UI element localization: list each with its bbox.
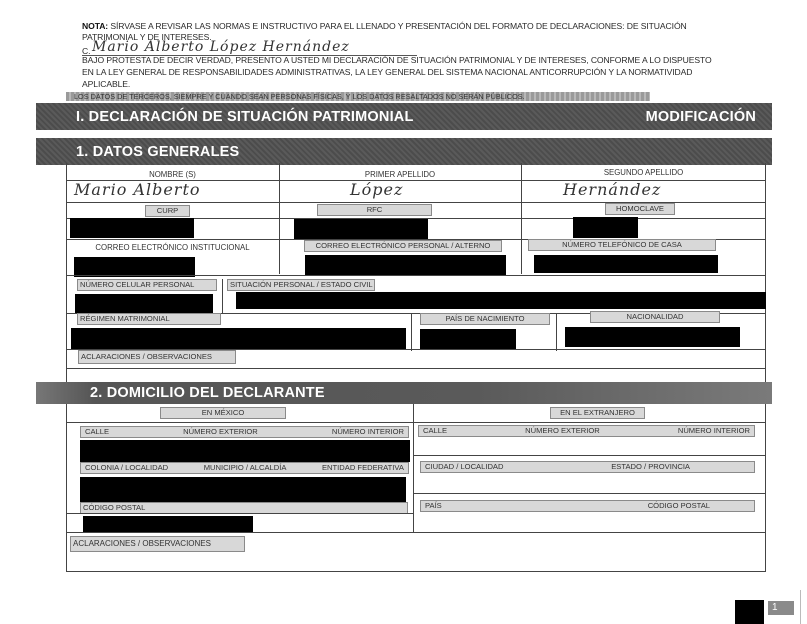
note-text: SÍRVASE A REVISAR LAS NORMAS E INSTRUCTIVO PARA EL LLENADO Y PRESENTACIÓN DEL FORMATO DE DECLARACIONES: DE SITUACIÓN <box>110 21 687 31</box>
mx-codigo-postal-redacted <box>83 516 253 533</box>
divider <box>411 313 412 351</box>
nombre-value: Mario Alberto <box>74 180 201 199</box>
aclaraciones-2-label: ACLARACIONES / OBSERVACIONES <box>70 536 245 552</box>
section2-title: 2. DOMICILIO DEL DECLARANTE <box>90 385 325 401</box>
correo-institucional-redacted <box>74 257 195 277</box>
divider <box>279 239 280 274</box>
ext-estado-label: ESTADO / PROVINCIA <box>611 462 690 471</box>
telefono-casa-redacted <box>534 255 718 273</box>
segundo-apellido-value: Hernández <box>563 180 662 199</box>
mx-num-ext-label: NÚMERO EXTERIOR <box>183 427 258 436</box>
ext-num-int-label: NÚMERO INTERIOR <box>677 426 750 435</box>
pais-nacimiento-redacted <box>420 329 516 349</box>
declarant-handwritten-name: Mario Alberto López Hernández <box>92 39 350 55</box>
declaration-type: MODIFICACIÓN <box>645 108 756 125</box>
mx-entidad-label: ENTIDAD FEDERATIVA <box>321 463 404 472</box>
divider <box>521 239 522 274</box>
section1-title-bar <box>36 138 772 165</box>
page-edge <box>800 590 801 624</box>
nacionalidad-redacted <box>565 327 740 347</box>
ext-pais-label: PAÍS <box>425 501 442 510</box>
divider <box>66 532 766 533</box>
ext-ciudad-label: CIUDAD / LOCALIDAD <box>425 462 504 471</box>
divider <box>413 404 414 532</box>
correo-personal-label: CORREO ELECTRÓNICO PERSONAL / ALTERNO <box>304 240 502 252</box>
estado-civil-label: SITUACIÓN PERSONAL / ESTADO CIVIL <box>227 279 375 291</box>
en-extranjero-heading: EN EL EXTRANJERO <box>550 407 645 419</box>
divider <box>66 513 413 514</box>
mx-row2-labels <box>80 462 409 474</box>
divider <box>413 455 766 456</box>
celular-label: NÚMERO CELULAR PERSONAL <box>77 279 217 291</box>
divider <box>66 275 766 276</box>
ext-row1-labels <box>418 425 755 437</box>
estado-civil-redacted <box>236 292 766 309</box>
divider <box>556 313 557 351</box>
nombre-label: NOMBRE (S) <box>149 170 196 179</box>
divider <box>66 368 766 369</box>
protest-line-1: BAJO PROTESTA DE DECIR VERDAD, PRESENTO A USTED MI DECLARACIÓN DE SITUACIÓN PATRIMONIAL Y DE INTERESES, CONFORME A LO DISPUESTO <box>82 55 712 65</box>
primer-apellido-label: PRIMER APELLIDO <box>364 170 436 179</box>
divider <box>222 279 223 313</box>
protest-line-3: APLICABLE. <box>82 79 131 89</box>
mx-municipio-label: MUNICIPIO / ALCALDÍA <box>203 463 287 472</box>
mx-row1-labels <box>80 426 409 438</box>
salutation-prefix: C. <box>82 46 91 56</box>
curp-label: CURP <box>145 205 190 217</box>
curp-redacted <box>70 218 194 238</box>
aclaraciones-1-label: ACLARACIONES / OBSERVACIONES <box>78 350 236 364</box>
mx-colonia-redacted <box>80 477 406 502</box>
ext-calle-label: CALLE <box>423 426 448 435</box>
divider <box>66 422 766 423</box>
pais-nacimiento-label: PAÍS DE NACIMIENTO <box>420 313 550 325</box>
rfc-redacted <box>294 219 428 240</box>
privacy-banner: LOS DATOS DE TERCEROS, SIEMPRE Y CUANDO SEAN PERSONAS FÍSICAS, Y LOS DATOS RESALTADOS NO SERÁN PÚBLICOS. <box>66 92 650 101</box>
ext-row3-labels <box>420 500 755 512</box>
nacionalidad-label: NACIONALIDAD <box>590 311 720 323</box>
segundo-apellido-label: SEGUNDO APELLIDO <box>603 168 684 177</box>
declaration-title: I. DECLARACIÓN DE SITUACIÓN PATRIMONIAL <box>76 108 414 125</box>
ext-num-ext-label: NÚMERO EXTERIOR <box>525 426 600 435</box>
homoclave-label: HOMOCLAVE <box>605 203 675 215</box>
declarant-name-line <box>82 40 417 56</box>
mx-colonia-label: COLONIA / LOCALIDAD <box>85 463 169 472</box>
primer-apellido-value: López <box>350 180 404 199</box>
note-text-continued: PATRIMONIAL Y DE INTERESES. <box>82 32 212 42</box>
note-paragraph <box>82 21 782 32</box>
protest-line-2: EN LA LEY GENERAL DE RESPONSABILIDADES ADMINISTRATIVAS, LA LEY GENERAL DEL SISTEMA NACIONAL ANTICORRUPCIÓN Y LA NORMATIVIDAD <box>82 67 693 77</box>
footer-redacted <box>735 600 764 624</box>
section2-title-bar <box>36 382 772 404</box>
rfc-label: RFC <box>317 204 432 216</box>
declaration-title-bar <box>36 103 772 130</box>
correo-personal-redacted <box>305 255 506 276</box>
telefono-casa-label: NÚMERO TELEFÓNICO DE CASA <box>528 239 716 251</box>
en-mexico-heading: EN MÉXICO <box>160 407 286 419</box>
homoclave-redacted <box>573 217 638 238</box>
ext-codigo-postal-label: CÓDIGO POSTAL <box>647 501 710 510</box>
section1-title: 1. DATOS GENERALES <box>76 143 240 160</box>
mx-calle-label: CALLE <box>85 427 110 436</box>
regimen-label: RÉGIMEN MATRIMONIAL <box>77 313 221 325</box>
divider <box>413 493 766 494</box>
mx-codigo-postal-label: CÓDIGO POSTAL <box>80 502 408 514</box>
mx-calle-redacted <box>80 440 410 462</box>
page-number: 1 <box>768 601 794 615</box>
regimen-redacted <box>71 328 406 349</box>
mx-num-int-label: NÚMERO INTERIOR <box>331 427 404 436</box>
correo-institucional-label: CORREO ELECTRÓNICO INSTITUCIONAL <box>95 243 250 252</box>
note-label: NOTA: <box>82 21 109 31</box>
ext-row2-labels <box>420 461 755 473</box>
celular-redacted <box>75 294 213 314</box>
